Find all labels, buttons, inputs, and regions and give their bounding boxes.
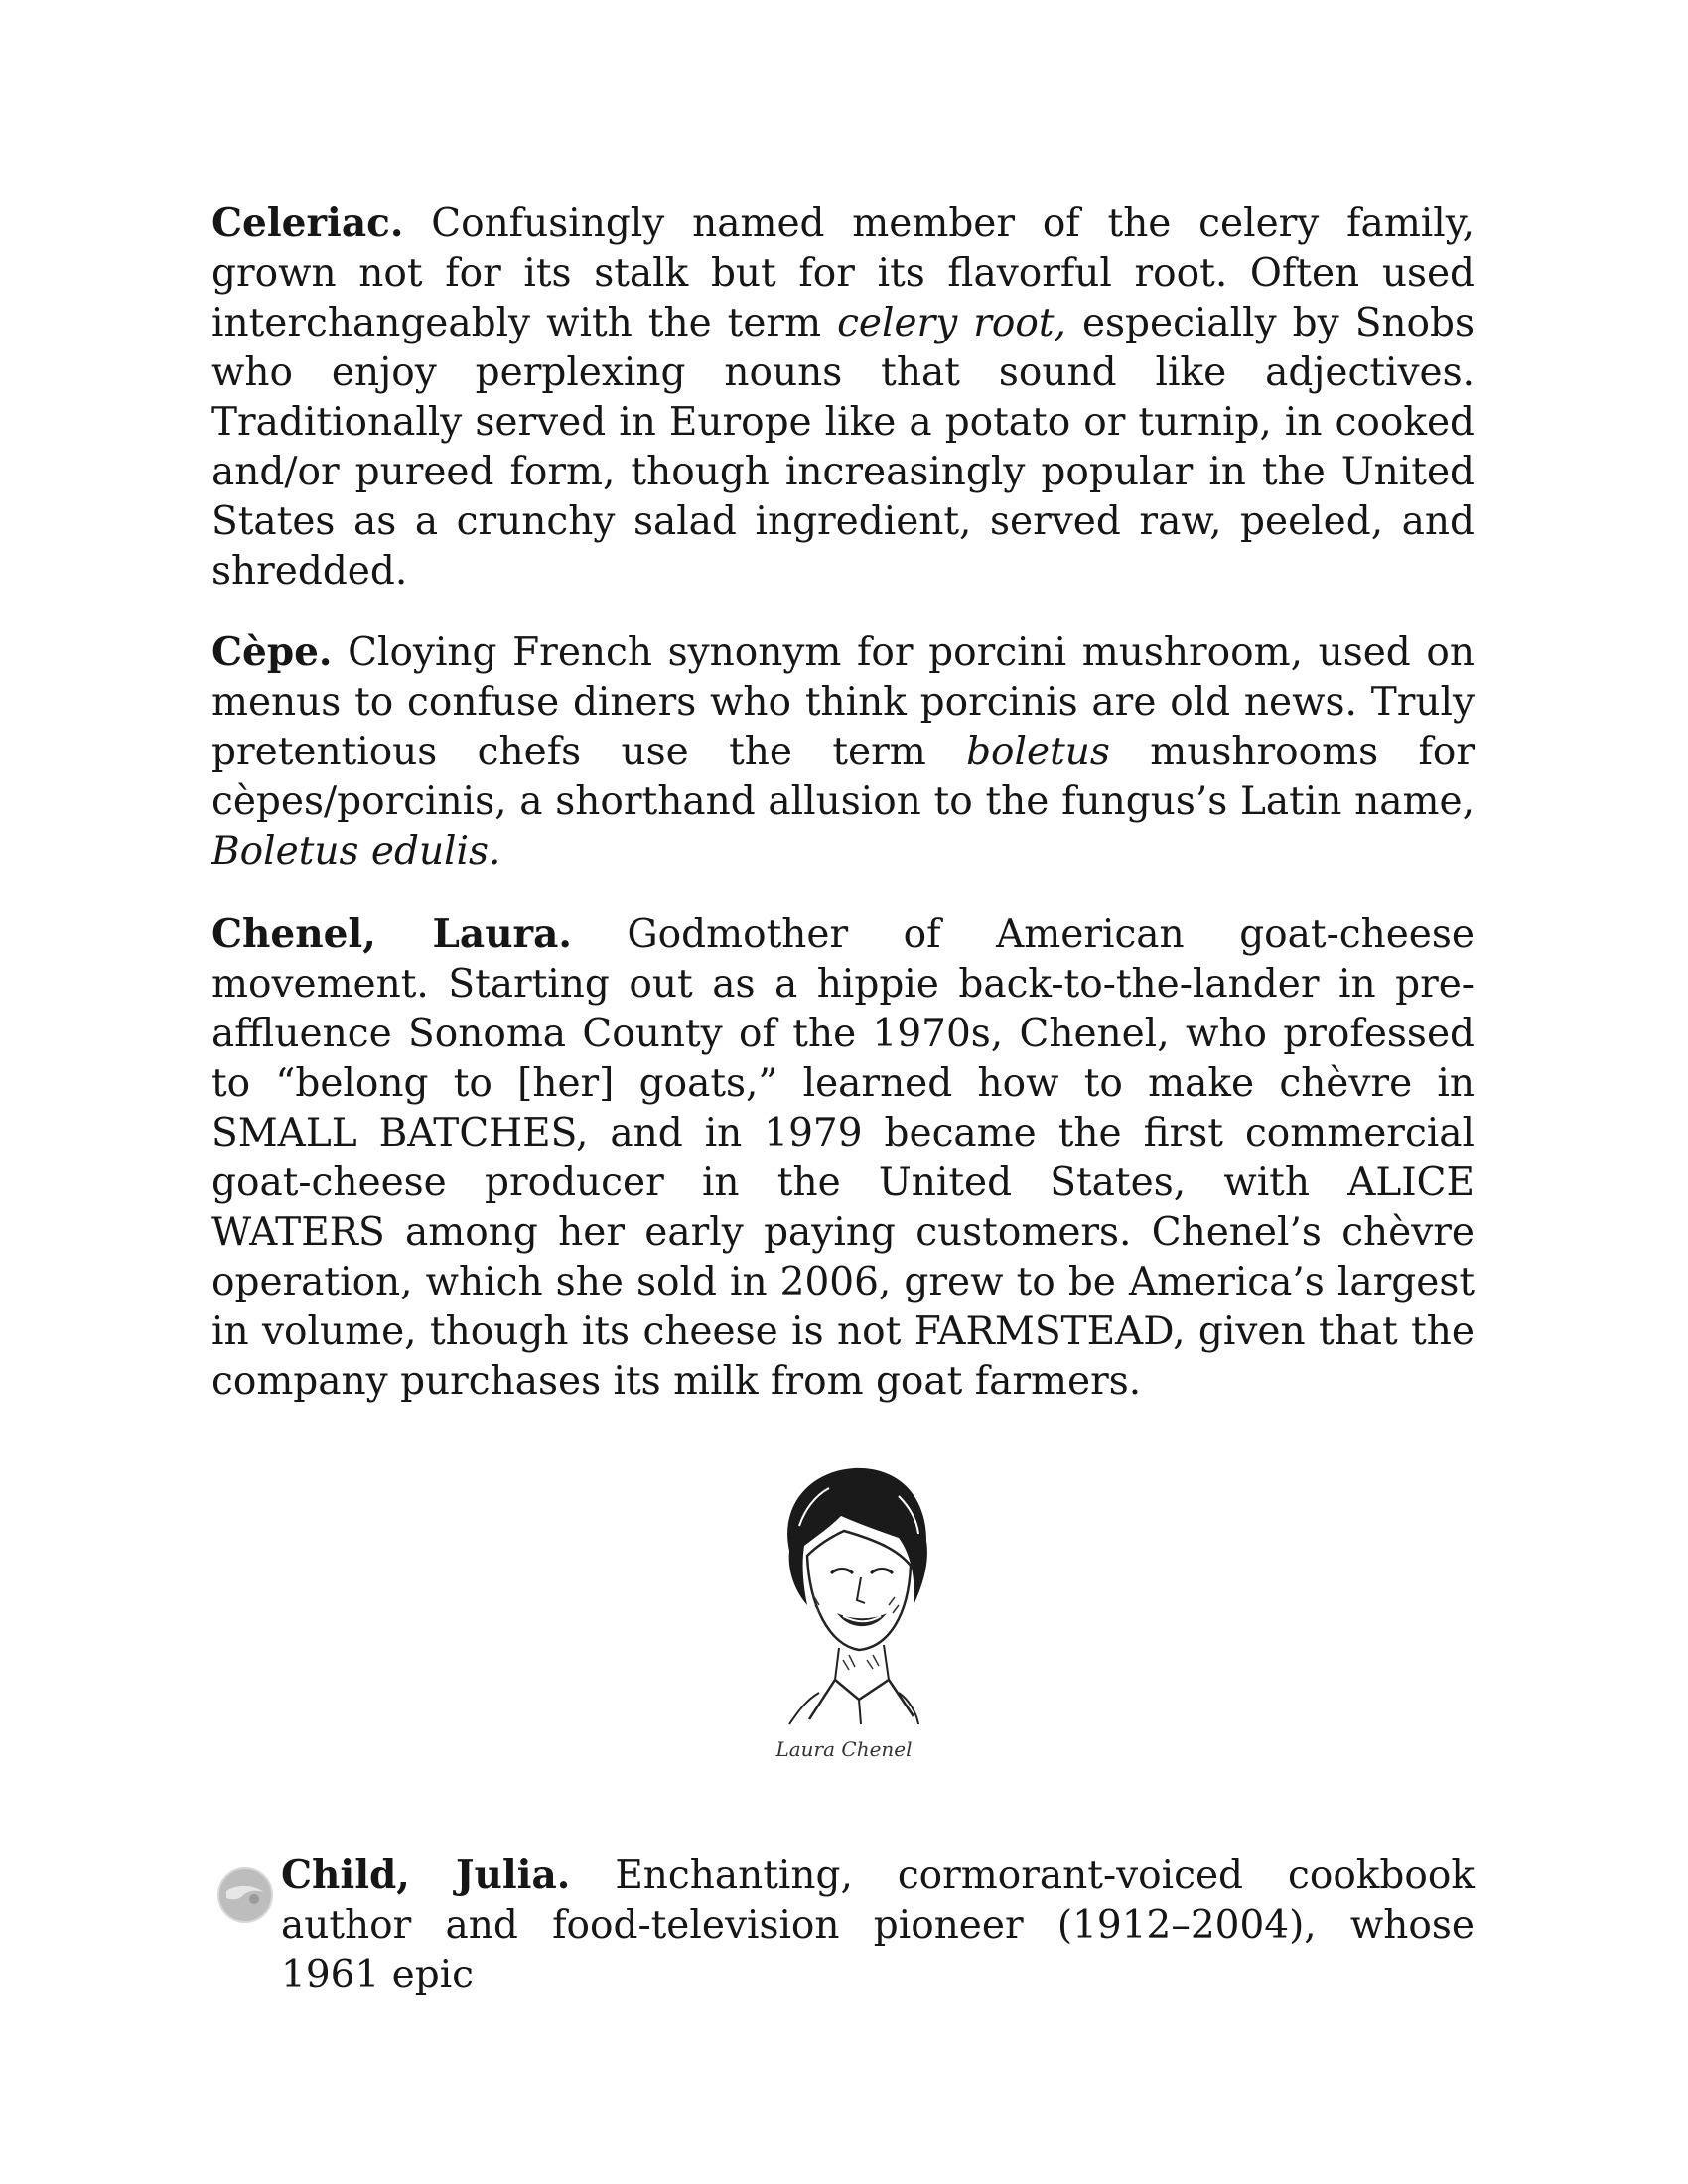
entry-italic: boletus	[966, 730, 1110, 774]
entry-italic: celery root,	[837, 301, 1066, 345]
entry-text: Enchanting, cormorant-voiced cookbook author and food-television pioneer (1912–2004), whose 1961 epic	[281, 1853, 1475, 1997]
entry-child	[281, 1850, 1475, 2000]
entry-text: Cloying French synonym for porcini mushroom, used on menus to confuse diners who think porcinis are old news. Truly pretentious chefs use the term	[211, 630, 1475, 774]
entry-text: Godmother of American goat-cheese movement. Starting out as a hippie back-to-the-lander in pre-affluence Sonoma County of the 1970s, Chenel, who professed to “belong to [her] goats,” learned how to make chèvre in SMALL BATCHES, and in 1979 became the first commercial goat-cheese producer in the United States, with ALICE WATERS among her early paying customers. Chenel’s chèvre operation, which she sold in 2006, grew to be America’s largest in volume, though its cheese is not FARMSTEAD, given that the company purchases its milk from goat farmers.	[211, 912, 1475, 1404]
entry-chenel	[211, 909, 1475, 1407]
entry-term: Child, Julia.	[281, 1852, 571, 1898]
illustration-caption: Laura Chenel	[775, 1737, 913, 1761]
entry-term: Chenel, Laura.	[211, 911, 572, 957]
entry-text: mushrooms for cèpes/porcinis, a shorthand allusion to the fungus’s Latin name,	[211, 730, 1476, 824]
circle-marker-icon	[216, 1866, 274, 1924]
entry-text: Confusingly named member of the celery family, grown not for its stalk but for its flavorful root. Often used interchangeably with the term	[211, 202, 1475, 345]
entry-term: Celeriac.	[211, 201, 404, 246]
entry-cepe	[211, 627, 1475, 877]
entry-term: Cèpe.	[211, 629, 333, 675]
entry-italic: Boletus edulis.	[211, 829, 501, 874]
entry-celeriac	[211, 199, 1475, 597]
entry-text: especially by Snobs who enjoy perplexing nouns that sound like adjectives. Traditionally served in Europe like a potato or turnip, in cooked and/or pureed form, though increasingly popular in the United States as a crunchy salad ingredient, served raw, peeled, and shredded.	[211, 301, 1475, 594]
portrait-illustration-icon	[750, 1456, 948, 1729]
